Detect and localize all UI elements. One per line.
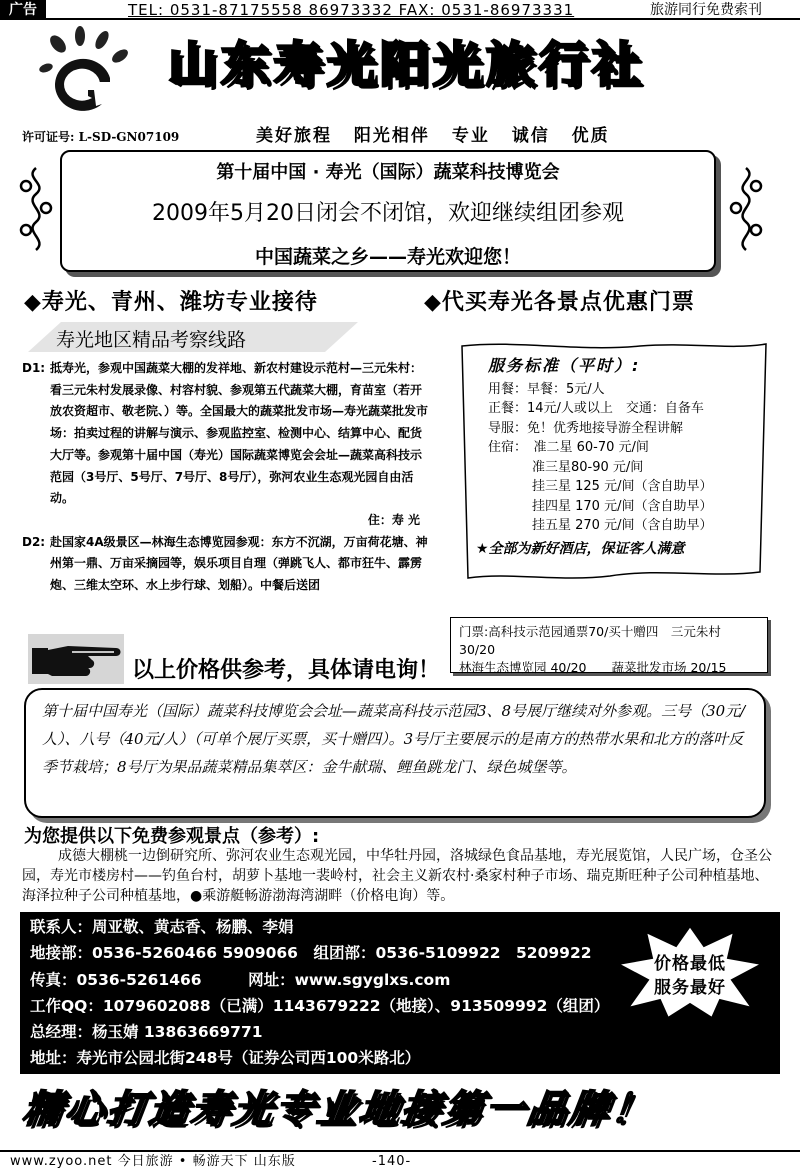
free-sites-list [22, 846, 778, 906]
expo-announcement-box [60, 150, 716, 272]
itinerary [22, 358, 430, 597]
footer-website: www.zyoo.net 今日旅游 • 畅游天下 山东版 [10, 1154, 296, 1169]
contact-phones: 地接部：0536-5260466 5909066 组团部：0536-5109922 5209922 [30, 944, 592, 963]
hotel-line: 挂三星 125 元/间（含自助早） [532, 479, 713, 494]
free-sites-text: 成德大棚桃一边倒研究所、弥河农业生态观光园，中华牡丹园，洛城绿色食品基地，寿光展览馆，人民广场，仓圣公园，寿光市楼房村——钓鱼台村，胡萝卜基地一裴岭村，社会主义新农村·桑家村种子市场、瑞克斯旺种子公司种植基地、海泽拉种子公司种植基地，●乘游艇畅游渤海湾湖畔（价格电询）等。 [22, 848, 772, 904]
star-line: 价格最低 [654, 954, 726, 974]
day-text: 赴国家4A级景区—林海生态博览园参观：东方不沉湖，万亩荷花塘、神州第一鼎、万亩采摘园等，娱乐项目自理（弹跳飞人、都市狂牛、霹雳炮、三维太空环、水上步行球、划船）。中餐后送团 [50, 534, 428, 593]
license-number: 许可证号: L-SD-GN07109 [22, 130, 180, 144]
agency-slogan: 美好旅程 阳光相伴 专业 诚信 优质 [256, 126, 610, 146]
expo-hall-note: 第十届中国寿光（国际）蔬菜科技博览会会址—蔬菜高科技示范园3、8号展厅继续对外参观。三号（30元/人）、八号（40元/人）（可单个展厅买票，买十赠四）。3号厅主要展示的是南方的热带水果和北方的落叶反季节栽培；8号厅为果品蔬菜精品集萃区：金牛献瑞、鲤鱼跳龙门、绿色城堡等。 [24, 688, 766, 818]
price-notice: 以上价格供参考，具体请电询！ [132, 658, 441, 683]
pointing-hand-icon [28, 634, 124, 684]
footer [0, 1150, 800, 1170]
hotel-line: 挂五星 270 元/间（含自助早） [532, 518, 713, 533]
service-line: 住宿： 准二星 60-70 元/间 [488, 440, 649, 455]
contact-address: 地址：寿光市公园北街248号（证券公司西100米路北） [30, 1049, 421, 1068]
agency-title: 山东寿光阳光旅行社 [168, 37, 646, 93]
itinerary-day-2 [22, 532, 430, 597]
expo-date-notice: 2009年5月20日闭会不闭馆，欢迎继续组团参观 [152, 201, 624, 226]
free-sites-heading: 为您提供以下免费参观景点（参考）: [24, 826, 320, 847]
day-label: D1: [22, 361, 46, 375]
sun-g-logo-icon [36, 26, 134, 116]
ad-label: 广告 [0, 0, 46, 20]
expo-title: 第十届中国 · 寿光（国际）蔬菜科技博览会 [216, 162, 560, 183]
hand-panel [28, 634, 124, 684]
service-line: 用餐：早餐：5元/人 [488, 381, 605, 397]
hotel-line: 挂四星 170 元/间（含自助早） [532, 498, 713, 514]
left-ornament-icon [16, 164, 56, 254]
service-title: 服务标准（平时）: [488, 356, 641, 375]
brand-slogan: 精心打造寿光专业地接第一品牌！ [20, 1087, 657, 1131]
section-reception: ◆寿光、青州、潍坊专业接待 [24, 290, 318, 315]
star-line: 服务最好 [654, 978, 726, 998]
hotel-guarantee: ★全部为新好酒店，保证客人满意 [476, 540, 685, 557]
starburst-text [616, 952, 764, 1000]
route-title: 寿光地区精品考察线路 [56, 329, 247, 351]
service-line: 导服：免！优秀地接导游全程讲解 [488, 420, 684, 436]
ticket-line: 门票:高科技示范园通票70/买十赠四 三元朱村 30/20 [459, 624, 721, 657]
contact-fax-website: 传真：0536-5261466 网址：www.sgyglxs.com [30, 970, 451, 989]
expo-welcome: 中国蔬菜之乡——寿光欢迎您！ [254, 246, 521, 268]
top-contact-line: TEL: 0531-87175558 86973332 FAX: 0531-86973331 [128, 1, 575, 19]
right-ornament-icon [726, 164, 766, 254]
overnight-note: 住：寿 光 [367, 512, 420, 527]
hotel-line: 准三星80-90 元/间 [532, 459, 644, 475]
contact-people: 联系人：周亚敬、黄志香、杨鹏、李娟 [30, 918, 294, 936]
free-index-label: 旅游同行免费索刊 [650, 2, 762, 18]
contact-manager: 总经理：杨玉婧 13863669771 [30, 1023, 263, 1042]
ticket-line: 林海生态博览园 40/20 蔬菜批发市场 20/15 [459, 660, 727, 675]
day-label: D2: [22, 534, 46, 549]
contact-qq: 工作QQ：1079602088（已满）1143679222（地接）、913509992（组团） [30, 996, 610, 1015]
section-tickets: ◆代买寿光各景点优惠门票 [424, 290, 695, 315]
day-text: 抵寿光，参观中国蔬菜大棚的发祥地、新农村建设示范村—三元朱村：看三元朱村发展录像、村容村貌、参观第五代蔬菜大棚，育苗室（若开放农资超市、敬老院、）等。全国最大的蔬菜批发市场—寿光蔬菜批发市场：拍卖过程的讲解与演示、参观监控室、检测中心、结算中心、配货大厅等。参观第十届中国（寿光）国际蔬菜博览会会址—蔬菜高科技示范园（3号厅、5号厅、7号厅、8号厅），弥河农业生态观光园自由活动。 [50, 361, 429, 506]
service-standard-card [460, 342, 770, 582]
service-line: 正餐：14元/人或以上 交通：自备车 [488, 401, 704, 416]
itinerary-day-1 [22, 358, 430, 510]
page-number: -140- [372, 1154, 412, 1169]
ticket-price-box [450, 617, 768, 673]
